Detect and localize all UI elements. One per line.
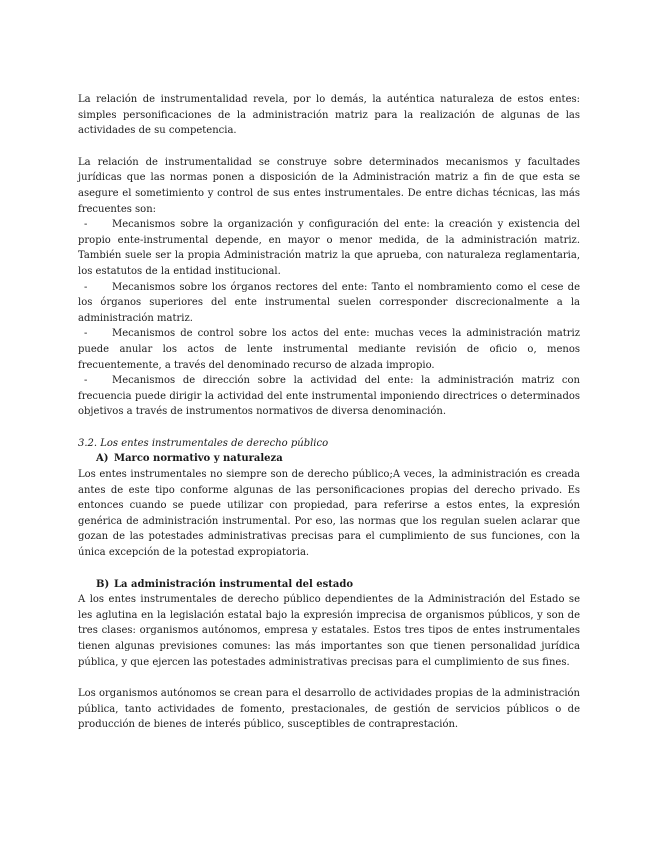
subheading-a: [78, 451, 580, 467]
section-heading: 3.2. Los entes instrumentales de derecho público: [78, 437, 329, 449]
intro-paragraph: La relación de instrumentalidad revela, por lo demás, la auténtica naturaleza de estos entes: simples personificaciones de la administración matriz para la realización de algunas de las actividades de su competencia.: [78, 94, 580, 137]
document-page: [78, 92, 580, 733]
subheading-b: [78, 577, 580, 593]
subheading-letter: B): [96, 578, 110, 590]
list-item-text: Mecanismos de dirección sobre la actividad del ente: la administración matriz con frecuencia puede dirigir la actividad del ente instrumental imponiendo directrices o determinados objetivos a través de instrumentos normativos de diversa denominación.: [78, 375, 580, 418]
list-item-text: Mecanismos sobre la organización y configuración del ente: la creación y existencia del propio ente-instrumental depende, en mayor o menor medida, de la administración matriz. También suele ser la propia Administración matriz la que aprueba, con naturaleza reglamentaria, los estatutos de la entidad institucional.: [78, 219, 580, 277]
subheading-letter: A): [96, 453, 109, 465]
paragraph-b: A los entes instrumentales de derecho público dependientes de la Administración del Estado se les aglutina en la legislación estatal bajo la expresión imprecisa de organismos públicos, y son de tres clases: organismos autónomos, empresa y estatales. Estos tres tipos de entes instrumentales tienen algunas previsiones comunes: las más importantes son que tienen personalidad jurídica pública, y que ejercen las potestades administrativas precisas para el cumplimiento de sus fines.: [78, 594, 580, 668]
list-item: [78, 280, 580, 327]
list-item: [78, 217, 580, 279]
list-item-text: Mecanismos sobre los órganos rectores del ente: Tanto el nombramiento como el cese de los órganos superiores del ente instrumental suelen corresponder discrecionalmente a la administración matriz.: [78, 281, 580, 324]
bullet-dash: -: [84, 281, 88, 293]
subheading-title: Marco normativo y naturaleza: [114, 453, 283, 465]
bullet-dash: -: [84, 328, 88, 340]
list-item: [78, 326, 580, 373]
bullet-dash: -: [84, 375, 88, 387]
list-item: [78, 373, 580, 420]
paragraph-c: Los organismos autónomos se crean para el desarrollo de actividades propias de la administración pública, tanto actividades de fomento, prestacionales, de gestión de servicios públicos o de producción de bienes de interés público, susceptibles de contraprestación.: [78, 688, 580, 731]
paragraph-a: Los entes instrumentales no siempre son de derecho público;A veces, la administración es creada antes de este tipo conforme algunas de las personificaciones propias del derecho privado. Es entonces cuando se puede utilizar con propiedad, para referirse a estos entes, la expresión genérica de administración instrumental. Por eso, las normas que los regulan suelen aclarar que gozan de las potestades administrativas precisas para el cumplimiento de sus funciones, con la única excepción de la potestad expropiatoria.: [78, 469, 580, 559]
bullet-dash: -: [84, 219, 88, 231]
mechanisms-paragraph: La relación de instrumentalidad se construye sobre determinados mecanismos y facultades jurídicas que las normas ponen a disposición de la Administración matriz a fin de que esta se asegure el sometimiento y control de sus entes instrumentales. De entre dichas técnicas, las más frecuentes son:: [78, 156, 580, 215]
list-item-text: Mecanismos de control sobre los actos del ente: muchas veces la administración matriz puede anular los actos de lente instrumental mediante revisión de oficio o, menos frecuentemente, a través del denominado recurso de alzada impropio.: [78, 328, 580, 371]
subheading-title: La administración instrumental del estado: [114, 578, 354, 590]
